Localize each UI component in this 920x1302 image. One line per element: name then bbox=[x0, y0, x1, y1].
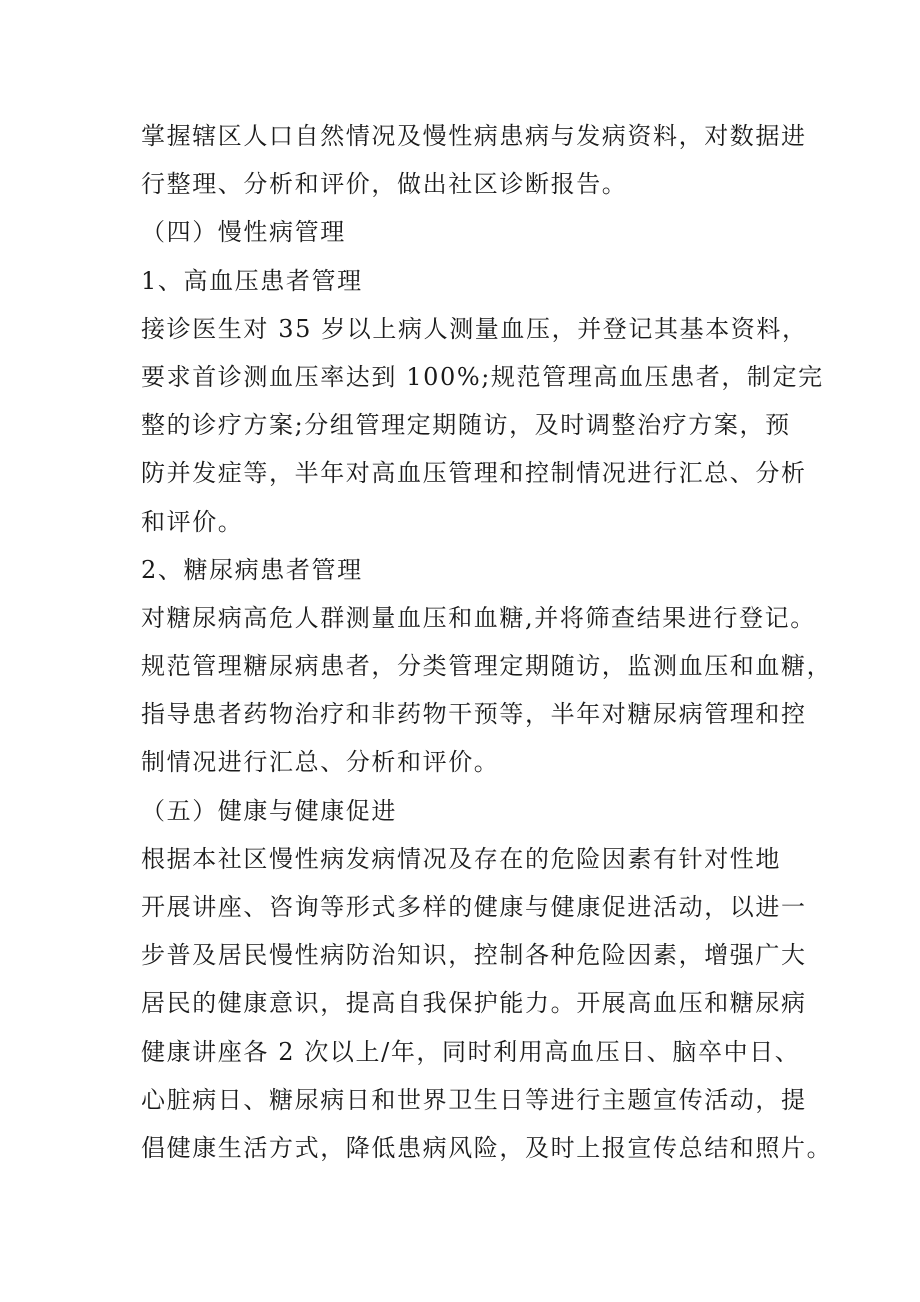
paragraph-line: 根据本社区慢性病发病情况及存在的危险因素有针对性地 bbox=[141, 844, 781, 873]
paragraph-line: 步普及居民慢性病防治知识，控制各种危险因素，增强广大 bbox=[141, 941, 807, 970]
paragraph-line: 心脏病日、糖尿病日和世界卫生日等进行主题宣传活动，提 bbox=[141, 1085, 807, 1114]
paragraph-line: 接诊医生对 35 岁以上病人测量血压，并登记其基本资料， bbox=[141, 314, 808, 343]
paragraph-line: 整的诊疗方案;分组管理定期随访，及时调整治疗方案，预 bbox=[141, 411, 791, 440]
paragraph-line: 规范管理糖尿病患者，分类管理定期随访，监测血压和血糖， bbox=[141, 652, 833, 681]
paragraph-line: 对糖尿病高危人群测量血压和血糖,并将筛查结果进行登记。 bbox=[141, 603, 816, 632]
subsection-heading: 1、高血压患者管理 bbox=[141, 266, 363, 295]
paragraph-line: 居民的健康意识，提高自我保护能力。开展高血压和糖尿病 bbox=[141, 989, 807, 1018]
paragraph-line: 要求首诊测血压率达到 100%;规范管理高血压患者，制定完 bbox=[141, 362, 824, 391]
paragraph-line: 倡健康生活方式，降低患病风险，及时上报宣传总结和照片。 bbox=[141, 1133, 833, 1162]
paragraph-line: 和评价。 bbox=[141, 507, 244, 536]
paragraph-line: 指导患者药物治疗和非药物干预等，半年对糖尿病管理和控 bbox=[141, 700, 807, 729]
section-heading: （五）健康与健康促进 bbox=[141, 796, 397, 825]
paragraph-line: 健康讲座各 2 次以上/年，同时利用高血压日、脑卒中日、 bbox=[141, 1037, 801, 1066]
paragraph-line: 制情况进行汇总、分析和评价。 bbox=[141, 748, 500, 777]
paragraph-line: 行整理、分析和评价，做出社区诊断报告。 bbox=[141, 170, 628, 199]
paragraph-line: 防并发症等，半年对高血压管理和控制情况进行汇总、分析 bbox=[141, 459, 807, 488]
subsection-heading: 2、糖尿病患者管理 bbox=[141, 555, 363, 584]
paragraph-line: 开展讲座、咨询等形式多样的健康与健康促进活动，以进一 bbox=[141, 893, 807, 921]
document-body bbox=[141, 112, 833, 1172]
paragraph-line: 掌握辖区人口自然情况及慢性病患病与发病资料，对数据进 bbox=[141, 122, 807, 150]
section-heading: （四）慢性病管理 bbox=[141, 218, 346, 247]
